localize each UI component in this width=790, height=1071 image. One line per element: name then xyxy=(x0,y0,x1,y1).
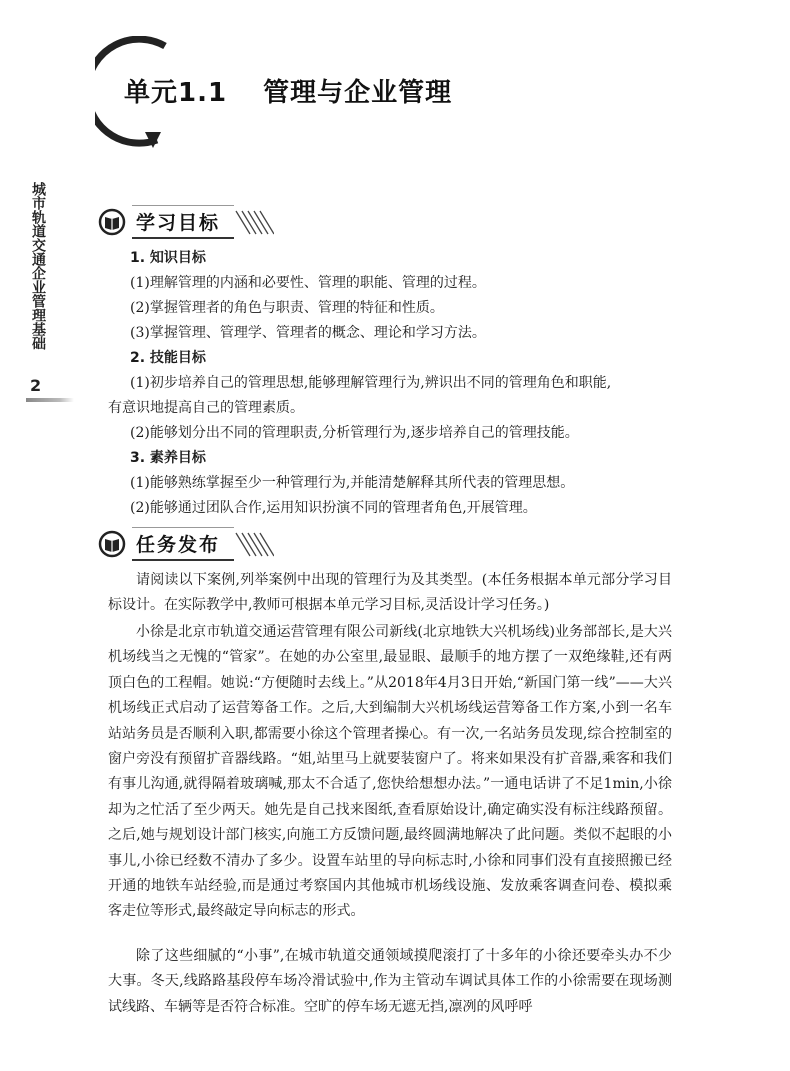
section-header-task xyxy=(98,530,274,558)
list-item: (2)掌握管理者的角色与职责、管理的特征和性质。 xyxy=(130,300,444,316)
section-title-objectives: 学习目标 xyxy=(132,205,234,239)
unit-title-text: 管理与企业管理 xyxy=(263,78,453,108)
unit-number: 单元1.1 xyxy=(124,78,228,108)
book-title-vertical: 城市轨道交通企业管理基础 xyxy=(30,182,46,350)
list-item: (1)初步培养自己的管理思想,能够理解管理行为,辨识出不同的管理角色和职能, xyxy=(130,375,612,391)
page-number: 2 xyxy=(30,376,42,395)
hatch-decoration xyxy=(234,208,274,236)
book-icon xyxy=(98,530,132,558)
knowledge-subhead: 1. 知识目标 xyxy=(130,250,206,266)
skill-subhead: 2. 技能目标 xyxy=(130,350,206,366)
task-paragraph-2: 小徐是北京市轨道交通运营管理有限公司新线(北京地铁大兴机场线)业务部部长,是大兴机场线当之无愧的“管家”。在她的办公室里,最显眼、最顺手的地方摆了一双绝缘鞋,还有两顶白色的工程帽。她说:“方便随时去线上。”从2018年4月3日开始,“新国门第一线”——大兴机场线正式启动了运营筹备工作。之后,大到编制大兴机场线运营筹备工作方案,小到一名车站站务员是否顺利入职,都需要小徐这个管理者操心。有一次,一名站务员发现,综合控制室的窗户旁没有预留扩音器线路。“姐,站里马上就要装窗户了。将来如果没有扩音器,乘客和我们有事儿沟通,就得隔着玻璃喊,那太不合适了,您快给想想办法。”一通电话讲了不足1min,小徐却为之忙活了至少两天。她先是自己找来图纸,查看原始设计,确定确实没有标注线路预留。之后,她与规划设计部门核实,向施工方反馈问题,最终圆满地解决了此问题。类似不起眼的小事儿,小徐已经数不清办了多少。设置车站里的导向标志时,小徐和同事们没有直接照搬已经开通的地铁车站经验,而是通过考察国内其他城市机场线设施、发放乘客调查问卷、模拟乘客走位等形式,最终敲定导向标志的形式。 xyxy=(108,624,672,920)
list-item: (3)掌握管理、管理学、管理者的概念、理论和学习方法。 xyxy=(130,325,486,341)
list-item: (1)能够熟练掌握至少一种管理行为,并能清楚解释其所代表的管理思想。 xyxy=(130,475,575,491)
page-rule-divider xyxy=(26,398,74,402)
page-title xyxy=(124,72,452,109)
list-item: (2)能够划分出不同的管理职责,分析管理行为,逐步培养自己的管理技能。 xyxy=(130,425,579,441)
task-paragraph-3: 除了这些细腻的“小事”,在城市轨道交通领域摸爬滚打了十多年的小徐还要牵头办不少大事。冬天,线路路基段停车场冷滑试验中,作为主管动车调试具体工作的小徐需要在现场测试线路、车辆等是否符合标准。空旷的停车场无遮无挡,凛冽的风呼呼 xyxy=(108,948,672,1015)
section-header-objectives xyxy=(98,208,274,236)
task-paragraph-1: 请阅读以下案例,列举案例中出现的管理行为及其类型。(本任务根据本单元部分学习目标设计。在实际教学中,教师可根据本单元学习目标,灵活设计学习任务。) xyxy=(108,572,672,614)
book-icon xyxy=(98,208,132,236)
list-item: (2)能够通过团队合作,运用知识扮演不同的管理者角色,开展管理。 xyxy=(130,500,537,516)
list-item-continuation: 有意识地提高自己的管理素质。 xyxy=(108,400,304,416)
hatch-decoration xyxy=(234,530,274,558)
objectives-content xyxy=(108,246,668,521)
list-item: (1)理解管理的内涵和必要性、管理的职能、管理的过程。 xyxy=(130,275,486,291)
quality-subhead: 3. 素养目标 xyxy=(130,450,206,466)
section-title-task: 任务发布 xyxy=(132,527,234,561)
